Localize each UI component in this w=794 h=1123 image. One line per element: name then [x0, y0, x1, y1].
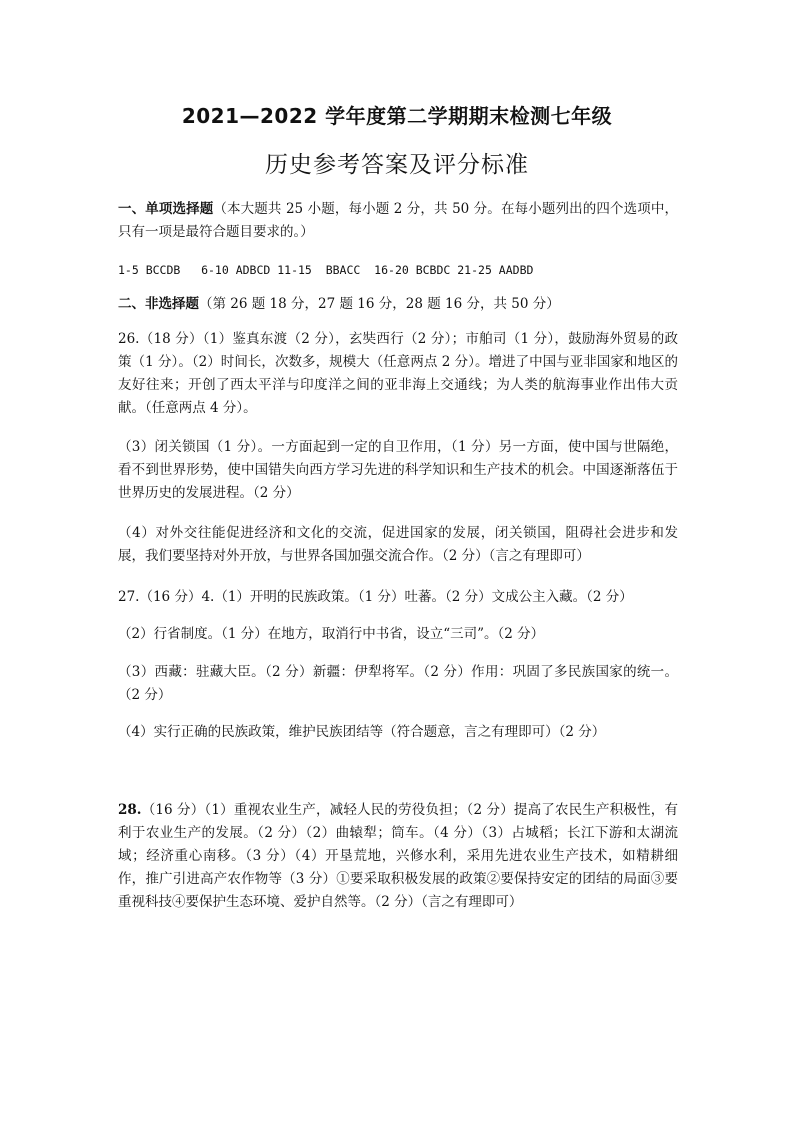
section2-intro	[118, 293, 678, 316]
q28-answer	[118, 799, 678, 914]
q26-part4: （4）对外交往能促进经济和文化的交流，促进国家的发展，闭关锁国，阻碍社会进步和发展，我们要坚持对外开放，与世界各国加强交流合作。（2 分）（言之有理即可）	[118, 525, 678, 564]
q28-text: （16 分）（1）重视农业生产，减轻人民的劳役负担；（2 分）提高了农民生产积极性，有利于农业生产的发展。（2 分）（2）曲辕犁；筒车。（4 分）（3）占城稻；长江下游和太湖流域；经济重心南移。（3 分）（4）开垦荒地，兴修水利，采用先进农业生产技术，如精耕细作，推广引进高产农作物等（3 分）①要采取积极发展的政策②要保持安定的团结的局面③要重视科技④要保护生态环境、爱护自然等。（2 分）（言之有理即可）	[118, 802, 678, 910]
q28-label: 28.	[118, 802, 142, 818]
section1-heading: 一、单项选择题	[118, 201, 214, 217]
section1-intro	[118, 198, 678, 244]
q27-part4: （4）实行正确的民族政策，维护民族团结等（符合题意，言之有理即可）（2 分）	[118, 724, 606, 740]
section2-description: （第 26 题 18 分，27 题 16 分，28 题 16 分，共 50 分）	[199, 296, 560, 312]
section1-description: （本大题共 25 小题，每小题 2 分，共 50 分。在每小题列出的四个选项中，只有一项是最符合题目要求的。）	[118, 201, 678, 240]
q27-part1: 27.（16 分）4.（1）开明的民族政策。（1 分）吐蕃。（2 分）文成公主入藏。（2 分）	[118, 589, 633, 605]
q26-part1: 26.（18 分）（1）鉴真东渡（2 分），玄奘西行（2 分）；市舶司（1 分），鼓励海外贸易的政策（1 分）。（2）时间长，次数多，规模大（任意两点 2 分）。增进了中国与亚非国家和地区的友好往来；开创了西太平洋与印度洋之间的亚非海上交通线；为人类的航海事业作出伟大贡献。（任意两点 4 分）。	[118, 331, 678, 416]
q27-part3: （3）西藏：驻藏大臣。（2 分）新疆：伊犁将军。（2 分）作用：巩固了多民族国家的统一。（2 分）	[118, 664, 678, 703]
q26-part3: （3）闭关锁国（1 分）。一方面起到一定的自卫作用，（1 分）另一方面，使中国与世隔绝，看不到世界形势，使中国错失向西方学习先进的科学知识和生产技术的机会。中国逐渐落伍于世界历史的发展进程。（2 分）	[118, 439, 678, 501]
q27-part2: （2）行省制度。（1 分）在地方，取消行中书省，设立“三司”。（2 分）	[118, 626, 545, 642]
exam-title: 2021—2022 学年度第二学期期末检测七年级	[181, 104, 613, 128]
section2-heading: 二、非选择题	[118, 296, 199, 312]
section1-answers: 1-5 BCCDB 6-10 ADBCD 11-15 BBACC 16-20 BCBDC 21-25 AADBD	[118, 263, 534, 277]
exam-subtitle: 历史参考答案及评分标准	[265, 152, 529, 178]
